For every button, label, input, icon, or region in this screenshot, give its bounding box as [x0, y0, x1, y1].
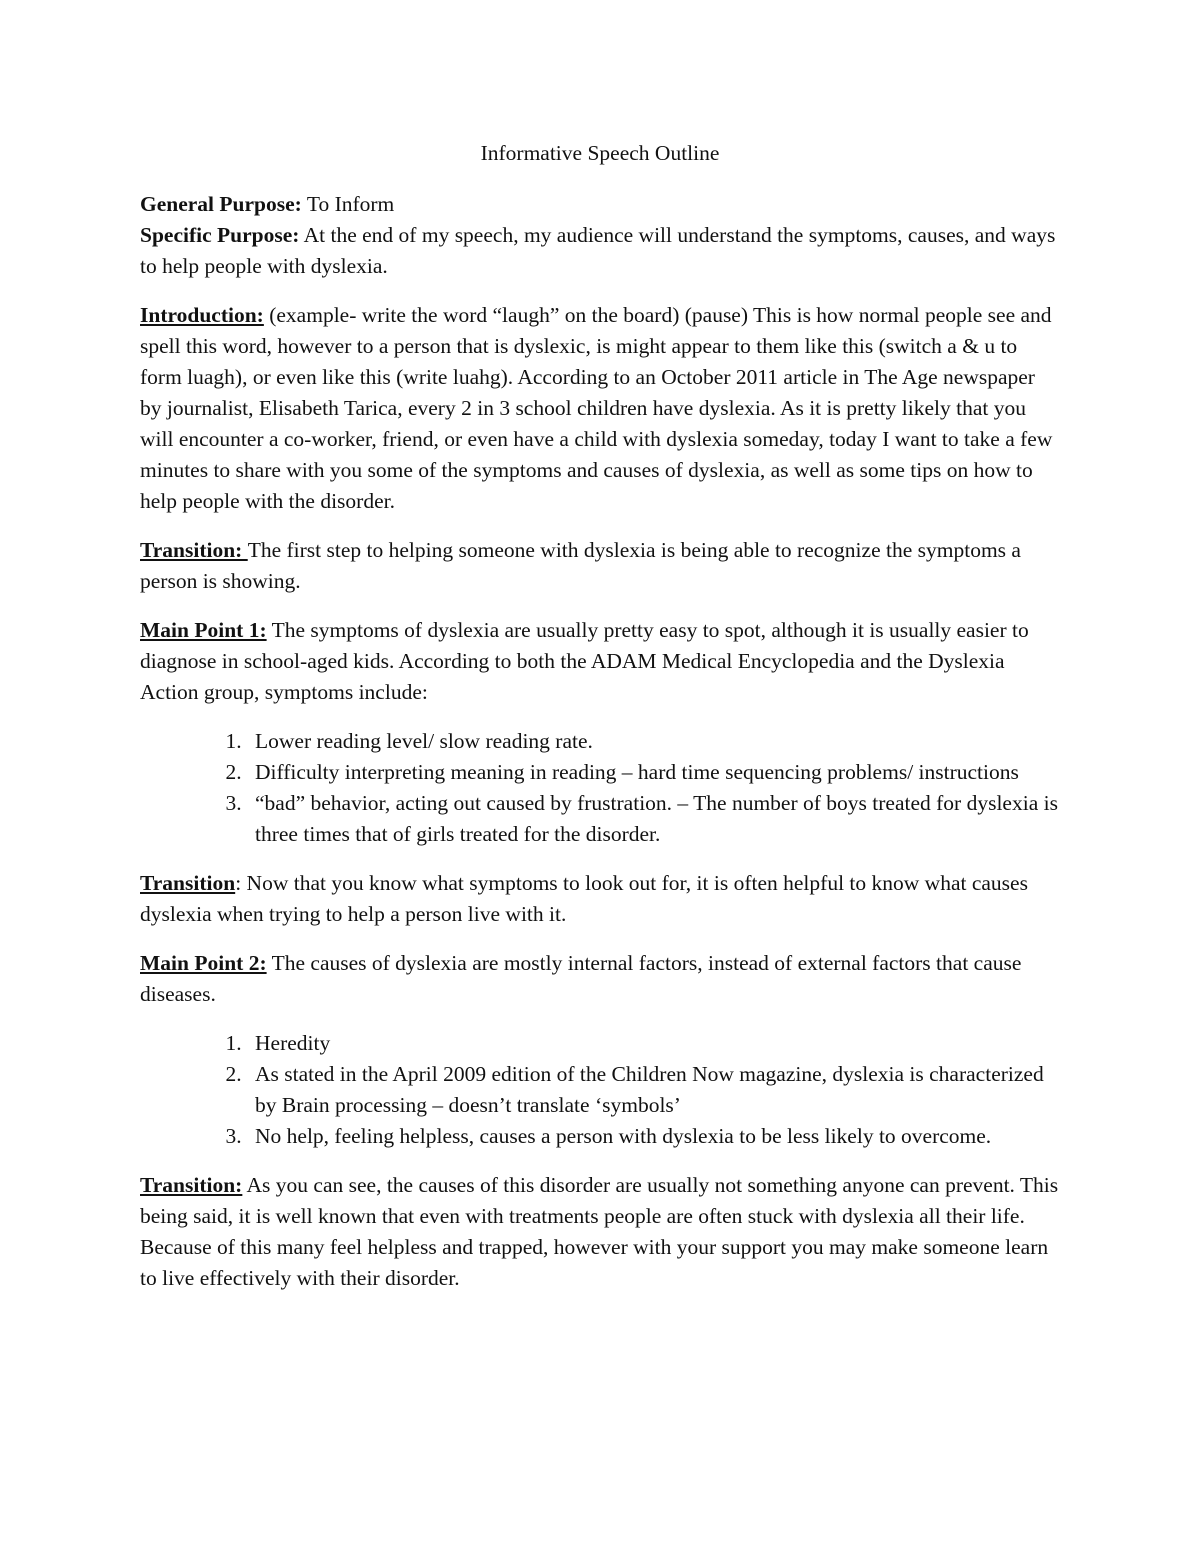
transition-2-label: Transition [140, 871, 236, 895]
main-point-1 [140, 615, 1060, 708]
main-point-1-label: Main Point 1: [140, 618, 267, 642]
transition-1-text: The first step to helping someone with dyslexia is being able to recognize the symptoms a person is showing. [140, 538, 1021, 593]
list-item: 1. Heredity [247, 1028, 1060, 1059]
specific-purpose-text: At the end of my speech, my audience will understand the symptoms, causes, and ways to help people with dyslexia. [140, 223, 1056, 278]
list-item: 1. Lower reading level/ slow reading rate. [247, 726, 1060, 757]
transition-3-text: As you can see, the causes of this disorder are usually not something anyone can prevent. This being said, it is well known that even with treatments people are often stuck with dyslexia all their life. Because of this many feel helpless and trapped, however with your support you may make someone learn to live effectively with their disorder. [140, 1173, 1059, 1290]
symptoms-list [140, 726, 1060, 850]
list-item: 3. No help, feeling helpless, causes a person with dyslexia to be less likely to overcome. [247, 1121, 1060, 1152]
list-item: 2. Difficulty interpreting meaning in reading – hard time sequencing problems/ instructions [247, 757, 1060, 788]
transition-2 [140, 868, 1060, 930]
main-point-1-text: The symptoms of dyslexia are usually pretty easy to spot, although it is usually easier to diagnose in school-aged kids. According to both the ADAM Medical Encyclopedia and the Dyslexia Action group, symptoms include: [140, 618, 1029, 704]
list-item: 2. As stated in the April 2009 edition of the Children Now magazine, dyslexia is characterized by Brain processing – doesn’t translate ‘symbols’ [247, 1059, 1060, 1121]
document-title: Informative Speech Outline [480, 141, 720, 165]
transition-1-label: Transition: [140, 538, 248, 562]
document-page [140, 138, 1060, 1312]
introduction [140, 300, 1060, 517]
transition-1 [140, 535, 1060, 597]
specific-purpose-label: Specific Purpose: [140, 223, 300, 247]
introduction-label: Introduction: [140, 303, 264, 327]
causes-list [140, 1028, 1060, 1152]
list-item: 3. “bad” behavior, acting out caused by frustration. – The number of boys treated for dyslexia is three times that of girls treated for the disorder. [247, 788, 1060, 850]
main-point-2-text: The causes of dyslexia are mostly internal factors, instead of external factors that cause diseases. [140, 951, 1022, 1006]
main-point-2-label: Main Point 2: [140, 951, 267, 975]
general-purpose-text: To Inform [301, 192, 395, 216]
general-purpose [140, 189, 1060, 220]
transition-2-text: : Now that you know what symptoms to look out for, it is often helpful to know what causes dyslexia when trying to help a person live with it. [140, 871, 1028, 926]
specific-purpose [140, 220, 1060, 282]
general-purpose-label: General Purpose: [140, 192, 302, 216]
main-point-2 [140, 948, 1060, 1010]
transition-3-label: Transition: [140, 1173, 243, 1197]
introduction-text: (example- write the word “laugh” on the board) (pause) This is how normal people see and spell this word, however to a person that is dyslexic, is might appear to them like this (switch a & u to form luagh), or even like this (write luahg). According to an October 2011 article in The Age newspaper by journalist, Elisabeth Tarica, every 2 in 3 school children have dyslexia. As it is pretty likely that you will encounter a co-worker, friend, or even have a child with dyslexia someday, today I want to take a few minutes to share with you some of the symptoms and causes of dyslexia, as well as some tips on how to help people with the disorder. [140, 303, 1053, 513]
transition-3 [140, 1170, 1060, 1294]
